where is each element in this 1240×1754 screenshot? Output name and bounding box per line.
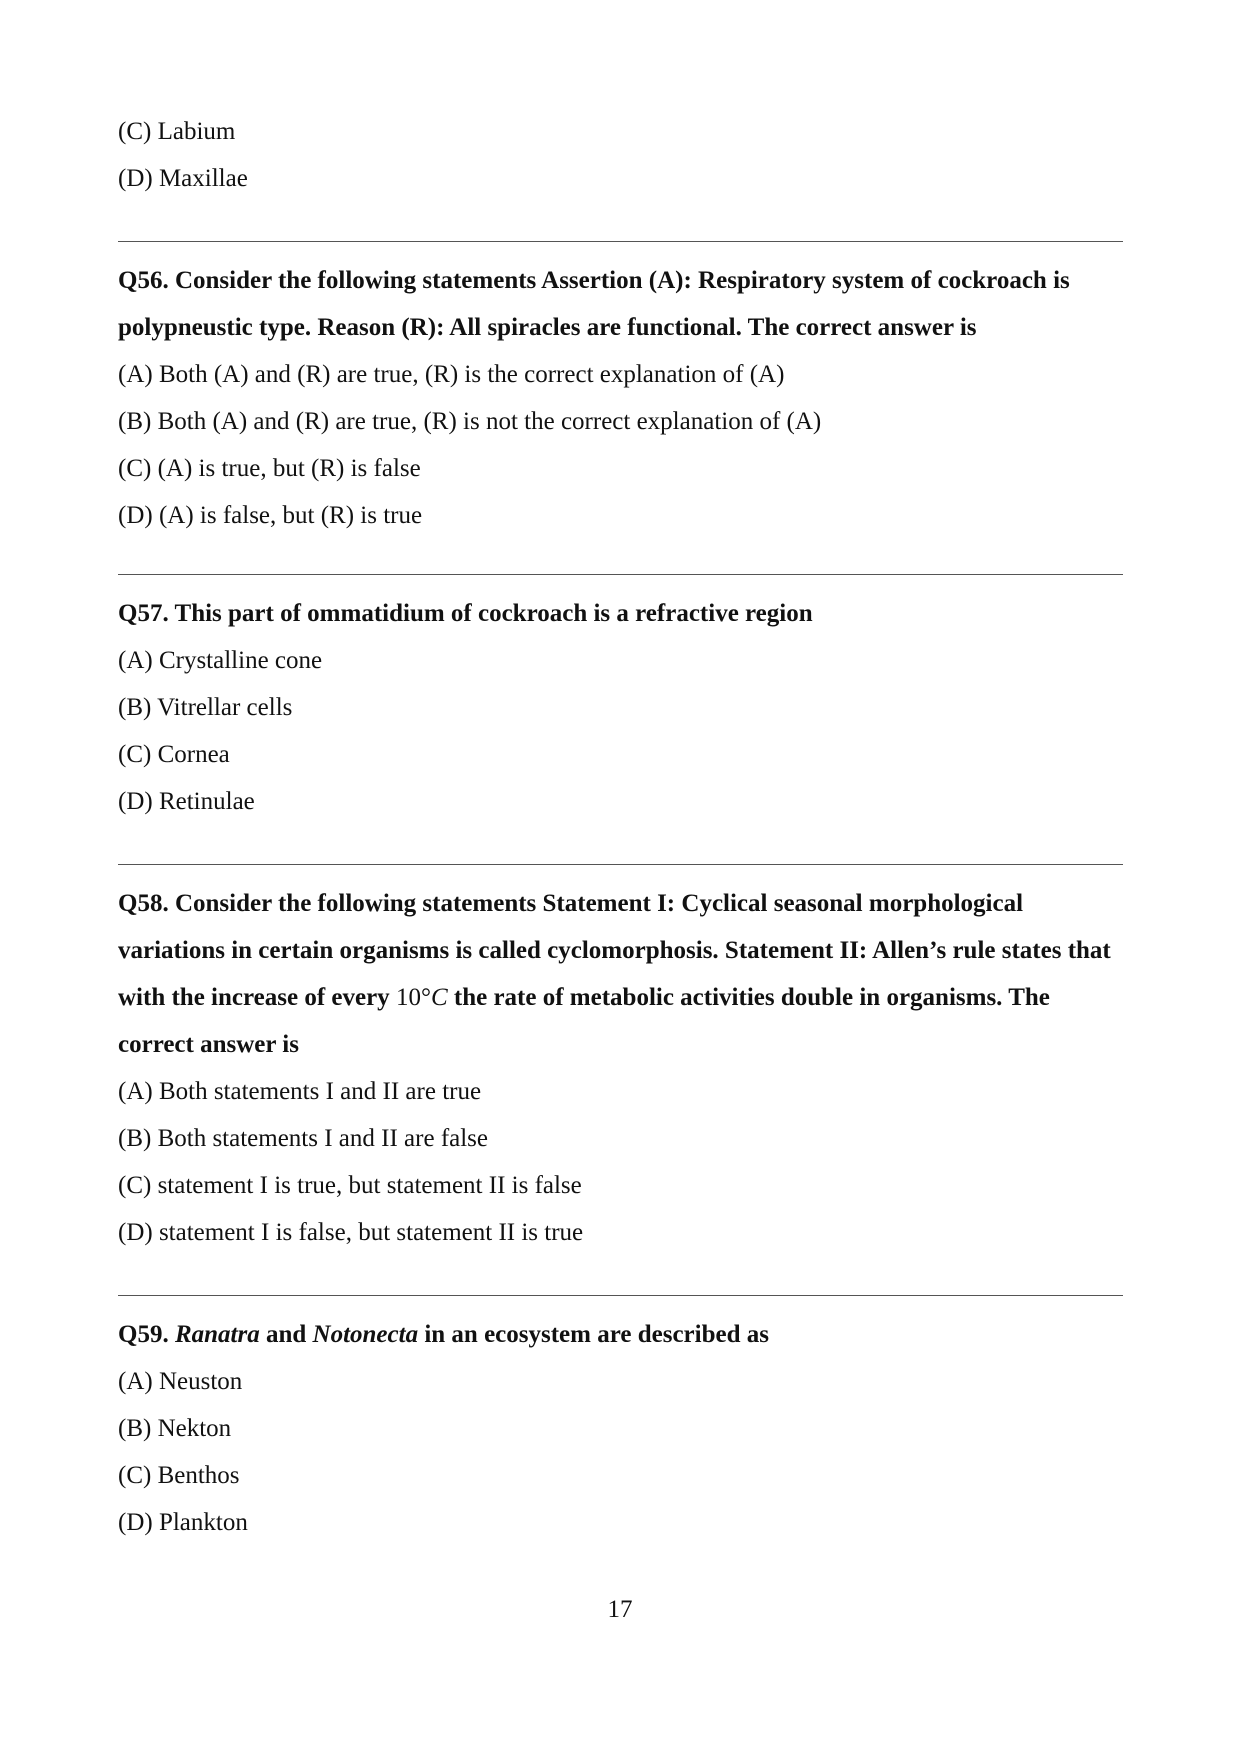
question-57-option-b: (B) Vitrellar cells: [118, 694, 293, 721]
question-56-number: Q56.: [118, 267, 169, 294]
question-59-text-after: in an ecosystem are described as: [424, 1321, 769, 1348]
question-58-option-d: (D) statement I is false, but statement II is true: [118, 1219, 584, 1246]
question-59-option-b: (B) Nekton: [118, 1415, 232, 1442]
question-58-option-c: (C) statement I is true, but statement II is false: [118, 1172, 582, 1199]
question-58-math: [396, 984, 448, 1011]
document-page: [118, 108, 1123, 1546]
question-56-option-a: (A) Both (A) and (R) are true, (R) is the correct explanation of (A): [118, 361, 785, 388]
question-59-option-c: (C) Benthos: [118, 1462, 240, 1489]
math-value: 10°: [395, 984, 431, 1011]
question-58-text-before: Consider the following statements Statement I: Cyclical seasonal morphological variations in certain organisms is called cyclomorphosis. Statement II: Allen’s rule states that with the increase of every: [118, 890, 1111, 1011]
question-59-term-notonecta: Notonecta: [312, 1321, 419, 1348]
carryover-option-d: (D) Maxillae: [118, 165, 248, 192]
question-56-option-b: (B) Both (A) and (R) are true, (R) is not the correct explanation of (A): [118, 408, 822, 435]
question-56-stem: [118, 257, 1123, 351]
question-59-conjunction: and: [265, 1321, 307, 1348]
question-57-number: Q57.: [118, 600, 169, 627]
question-58-text-after: the rate of metabolic activities double in organisms. The correct answer is: [118, 984, 1050, 1058]
question-59-option-a: (A) Neuston: [118, 1368, 243, 1395]
question-59-term-ranatra: Ranatra: [174, 1321, 260, 1348]
question-59-stem: [118, 1311, 1123, 1358]
math-unit: C: [430, 984, 448, 1011]
question-57-stem: [118, 590, 1123, 637]
page-number: 17: [607, 1596, 633, 1623]
question-57-option-d: (D) Retinulae: [118, 788, 255, 815]
question-57-option-a: (A) Crystalline cone: [118, 647, 323, 674]
question-57-text: This part of ommatidium of cockroach is a refractive region: [174, 600, 813, 627]
question-57-option-c: (C) Cornea: [118, 741, 230, 768]
question-56-option-c: (C) (A) is true, but (R) is false: [118, 455, 421, 482]
question-59-number: Q59.: [118, 1321, 169, 1348]
question-56-text: Consider the following statements Assertion (A): Respiratory system of cockroach is polypneustic type. Reason (R): All spiracles are functional. The correct answer is: [118, 267, 1070, 341]
question-58-option-b: (B) Both statements I and II are false: [118, 1125, 489, 1152]
question-58-stem: [118, 880, 1123, 1068]
question-58-number: Q58.: [118, 890, 169, 917]
question-56-option-d: (D) (A) is false, but (R) is true: [118, 502, 423, 529]
carryover-option-c: (C) Labium: [118, 118, 236, 145]
question-58-option-a: (A) Both statements I and II are true: [118, 1078, 482, 1105]
question-59-option-d: (D) Plankton: [118, 1509, 248, 1536]
